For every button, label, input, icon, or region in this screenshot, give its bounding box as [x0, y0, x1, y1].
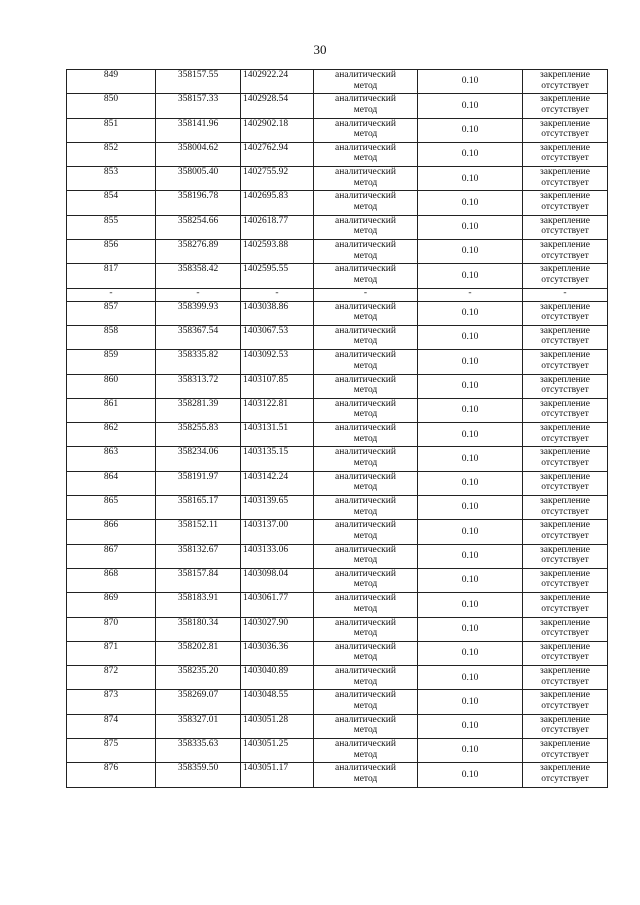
- fixation-description: закрепление отсутствует: [523, 471, 608, 495]
- point-number: 859: [67, 350, 156, 374]
- coordinate-y: 1402762.94: [241, 142, 314, 166]
- coordinate-x: 358327.01: [156, 714, 241, 738]
- coordinate-x: 358005.40: [156, 167, 241, 191]
- coordinate-y: 1403139.65: [241, 496, 314, 520]
- table-row: [67, 264, 608, 288]
- precision-value: 0.10: [418, 690, 523, 714]
- table-row: [67, 94, 608, 118]
- coordinate-x: 358202.81: [156, 641, 241, 665]
- coordinate-y: 1403142.24: [241, 471, 314, 495]
- precision-value: 0.10: [418, 264, 523, 288]
- point-number: 869: [67, 593, 156, 617]
- table-row: [67, 617, 608, 641]
- point-number: 871: [67, 641, 156, 665]
- precision-value: 0.10: [418, 617, 523, 641]
- coordinate-y: 1403040.89: [241, 666, 314, 690]
- coordinate-x: 358367.54: [156, 325, 241, 349]
- table-row: [67, 423, 608, 447]
- coordinate-y: 1402755.92: [241, 167, 314, 191]
- table-row: [67, 350, 608, 374]
- coordinate-y: 1403107.85: [241, 374, 314, 398]
- coordinate-x: 358235.20: [156, 666, 241, 690]
- table-row: [67, 641, 608, 665]
- coordinate-y: 1402695.83: [241, 191, 314, 215]
- coordinate-x: 358141.96: [156, 118, 241, 142]
- coordinate-x: 358269.07: [156, 690, 241, 714]
- determination-method: аналитический метод: [314, 471, 418, 495]
- point-number: 863: [67, 447, 156, 471]
- coordinate-y: 1402593.88: [241, 240, 314, 264]
- fixation-description: закрепление отсутствует: [523, 118, 608, 142]
- fixation-description: закрепление отсутствует: [523, 593, 608, 617]
- table-row: [67, 301, 608, 325]
- coordinate-y: 1402902.18: [241, 118, 314, 142]
- fixation-description: закрепление отсутствует: [523, 568, 608, 592]
- separator-cell: -: [314, 288, 418, 301]
- coordinate-y: 1403067.53: [241, 325, 314, 349]
- coordinate-x: 358254.66: [156, 215, 241, 239]
- precision-value: 0.10: [418, 374, 523, 398]
- determination-method: аналитический метод: [314, 398, 418, 422]
- precision-value: 0.10: [418, 520, 523, 544]
- precision-value: 0.10: [418, 471, 523, 495]
- fixation-description: закрепление отсутствует: [523, 215, 608, 239]
- point-number: 866: [67, 520, 156, 544]
- coordinate-y: 1403036.36: [241, 641, 314, 665]
- precision-value: 0.10: [418, 398, 523, 422]
- coordinate-x: 358180.34: [156, 617, 241, 641]
- table-row: [67, 118, 608, 142]
- coordinate-y: 1403027.90: [241, 617, 314, 641]
- determination-method: аналитический метод: [314, 301, 418, 325]
- coordinate-y: 1403137.00: [241, 520, 314, 544]
- coordinate-y: 1403051.25: [241, 739, 314, 763]
- coordinate-y: 1403038.86: [241, 301, 314, 325]
- precision-value: 0.10: [418, 240, 523, 264]
- coordinate-y: 1402595.55: [241, 264, 314, 288]
- precision-value: 0.10: [418, 763, 523, 787]
- table-row: [67, 544, 608, 568]
- determination-method: аналитический метод: [314, 496, 418, 520]
- fixation-description: закрепление отсутствует: [523, 617, 608, 641]
- precision-value: 0.10: [418, 325, 523, 349]
- coordinate-y: 1403048.55: [241, 690, 314, 714]
- determination-method: аналитический метод: [314, 94, 418, 118]
- page-number: 30: [313, 42, 327, 57]
- point-number: 872: [67, 666, 156, 690]
- fixation-description: закрепление отсутствует: [523, 301, 608, 325]
- determination-method: аналитический метод: [314, 70, 418, 94]
- determination-method: аналитический метод: [314, 325, 418, 349]
- fixation-description: закрепление отсутствует: [523, 520, 608, 544]
- fixation-description: закрепление отсутствует: [523, 690, 608, 714]
- coordinate-x: 358157.84: [156, 568, 241, 592]
- fixation-description: закрепление отсутствует: [523, 325, 608, 349]
- determination-method: аналитический метод: [314, 520, 418, 544]
- coordinate-y: 1403061.77: [241, 593, 314, 617]
- separator-cell: -: [67, 288, 156, 301]
- fixation-description: закрепление отсутствует: [523, 739, 608, 763]
- table-row: [67, 690, 608, 714]
- coordinate-y: 1403135.15: [241, 447, 314, 471]
- fixation-description: закрепление отсутствует: [523, 496, 608, 520]
- point-number: 864: [67, 471, 156, 495]
- point-number: 851: [67, 118, 156, 142]
- precision-value: 0.10: [418, 301, 523, 325]
- fixation-description: закрепление отсутствует: [523, 447, 608, 471]
- coordinate-x: 358004.62: [156, 142, 241, 166]
- coordinate-x: 358255.83: [156, 423, 241, 447]
- precision-value: 0.10: [418, 496, 523, 520]
- coordinate-x: 358281.39: [156, 398, 241, 422]
- coordinate-x: 358165.17: [156, 496, 241, 520]
- point-number: 870: [67, 617, 156, 641]
- determination-method: аналитический метод: [314, 118, 418, 142]
- determination-method: аналитический метод: [314, 191, 418, 215]
- coordinate-y: 1402928.54: [241, 94, 314, 118]
- coordinates-table: [66, 69, 608, 788]
- coordinate-x: 358196.78: [156, 191, 241, 215]
- precision-value: 0.10: [418, 593, 523, 617]
- table-row: [67, 447, 608, 471]
- determination-method: аналитический метод: [314, 763, 418, 787]
- determination-method: аналитический метод: [314, 617, 418, 641]
- point-number: 875: [67, 739, 156, 763]
- separator-row: [67, 288, 608, 301]
- table-row: [67, 520, 608, 544]
- point-number: 867: [67, 544, 156, 568]
- precision-value: 0.10: [418, 118, 523, 142]
- table-row: [67, 191, 608, 215]
- coordinate-y: 1402618.77: [241, 215, 314, 239]
- coordinate-y: 1403092.53: [241, 350, 314, 374]
- determination-method: аналитический метод: [314, 568, 418, 592]
- separator-cell: -: [156, 288, 241, 301]
- coordinate-y: 1403098.04: [241, 568, 314, 592]
- separator-cell: -: [418, 288, 523, 301]
- precision-value: 0.10: [418, 447, 523, 471]
- table-row: [67, 471, 608, 495]
- fixation-description: закрепление отсутствует: [523, 714, 608, 738]
- coordinate-x: 358335.82: [156, 350, 241, 374]
- coordinate-x: 358234.06: [156, 447, 241, 471]
- fixation-description: закрепление отсутствует: [523, 191, 608, 215]
- determination-method: аналитический метод: [314, 447, 418, 471]
- table-row: [67, 568, 608, 592]
- table-row: [67, 593, 608, 617]
- coordinate-x: 358152.11: [156, 520, 241, 544]
- determination-method: аналитический метод: [314, 350, 418, 374]
- point-number: 861: [67, 398, 156, 422]
- table-row: [67, 374, 608, 398]
- precision-value: 0.10: [418, 215, 523, 239]
- coordinate-x: 358132.67: [156, 544, 241, 568]
- precision-value: 0.10: [418, 167, 523, 191]
- point-number: 858: [67, 325, 156, 349]
- point-number: 860: [67, 374, 156, 398]
- fixation-description: закрепление отсутствует: [523, 70, 608, 94]
- determination-method: аналитический метод: [314, 666, 418, 690]
- point-number: 852: [67, 142, 156, 166]
- fixation-description: закрепление отсутствует: [523, 374, 608, 398]
- determination-method: аналитический метод: [314, 374, 418, 398]
- table-row: [67, 167, 608, 191]
- coordinate-x: 358335.63: [156, 739, 241, 763]
- table-row: [67, 763, 608, 787]
- fixation-description: закрепление отсутствует: [523, 167, 608, 191]
- determination-method: аналитический метод: [314, 739, 418, 763]
- precision-value: 0.10: [418, 191, 523, 215]
- table-row: [67, 215, 608, 239]
- table-row: [67, 714, 608, 738]
- precision-value: 0.10: [418, 142, 523, 166]
- table-row: [67, 240, 608, 264]
- determination-method: аналитический метод: [314, 641, 418, 665]
- fixation-description: закрепление отсутствует: [523, 240, 608, 264]
- fixation-description: закрепление отсутствует: [523, 763, 608, 787]
- fixation-description: закрепление отсутствует: [523, 94, 608, 118]
- point-number: 865: [67, 496, 156, 520]
- coordinate-x: 358359.50: [156, 763, 241, 787]
- point-number: 817: [67, 264, 156, 288]
- table-row: [67, 398, 608, 422]
- precision-value: 0.10: [418, 568, 523, 592]
- determination-method: аналитический метод: [314, 423, 418, 447]
- coordinate-y: 1403131.51: [241, 423, 314, 447]
- point-number: 857: [67, 301, 156, 325]
- coordinate-x: 358191.97: [156, 471, 241, 495]
- fixation-description: закрепление отсутствует: [523, 350, 608, 374]
- fixation-description: закрепление отсутствует: [523, 423, 608, 447]
- separator-cell: -: [523, 288, 608, 301]
- fixation-description: закрепление отсутствует: [523, 142, 608, 166]
- point-number: 873: [67, 690, 156, 714]
- determination-method: аналитический метод: [314, 690, 418, 714]
- determination-method: аналитический метод: [314, 544, 418, 568]
- precision-value: 0.10: [418, 714, 523, 738]
- fixation-description: закрепление отсутствует: [523, 666, 608, 690]
- table-row: [67, 666, 608, 690]
- point-number: 874: [67, 714, 156, 738]
- table-row: [67, 325, 608, 349]
- fixation-description: закрепление отсутствует: [523, 641, 608, 665]
- precision-value: 0.10: [418, 423, 523, 447]
- precision-value: 0.10: [418, 641, 523, 665]
- coordinate-x: 358358.42: [156, 264, 241, 288]
- point-number: 862: [67, 423, 156, 447]
- point-number: 876: [67, 763, 156, 787]
- point-number: 855: [67, 215, 156, 239]
- table-row: [67, 142, 608, 166]
- determination-method: аналитический метод: [314, 714, 418, 738]
- determination-method: аналитический метод: [314, 593, 418, 617]
- coordinate-y: 1403051.17: [241, 763, 314, 787]
- coordinate-x: 358157.33: [156, 94, 241, 118]
- coordinate-x: 358399.93: [156, 301, 241, 325]
- point-number: 854: [67, 191, 156, 215]
- determination-method: аналитический метод: [314, 264, 418, 288]
- fixation-description: закрепление отсутствует: [523, 398, 608, 422]
- determination-method: аналитический метод: [314, 215, 418, 239]
- coordinate-x: 358157.55: [156, 70, 241, 94]
- coordinate-y: 1403133.06: [241, 544, 314, 568]
- precision-value: 0.10: [418, 94, 523, 118]
- table-row: [67, 496, 608, 520]
- precision-value: 0.10: [418, 739, 523, 763]
- determination-method: аналитический метод: [314, 142, 418, 166]
- coordinate-y: 1403051.28: [241, 714, 314, 738]
- precision-value: 0.10: [418, 666, 523, 690]
- table-row: [67, 70, 608, 94]
- coordinate-y: 1403122.81: [241, 398, 314, 422]
- determination-method: аналитический метод: [314, 240, 418, 264]
- coordinate-x: 358313.72: [156, 374, 241, 398]
- precision-value: 0.10: [418, 544, 523, 568]
- point-number: 853: [67, 167, 156, 191]
- determination-method: аналитический метод: [314, 167, 418, 191]
- point-number: 856: [67, 240, 156, 264]
- point-number: 868: [67, 568, 156, 592]
- precision-value: 0.10: [418, 70, 523, 94]
- fixation-description: закрепление отсутствует: [523, 544, 608, 568]
- coordinate-x: 358183.91: [156, 593, 241, 617]
- coordinate-y: 1402922.24: [241, 70, 314, 94]
- table-body: [67, 70, 608, 788]
- coordinate-x: 358276.89: [156, 240, 241, 264]
- precision-value: 0.10: [418, 350, 523, 374]
- table-row: [67, 739, 608, 763]
- point-number: 849: [67, 70, 156, 94]
- separator-cell: -: [241, 288, 314, 301]
- point-number: 850: [67, 94, 156, 118]
- fixation-description: закрепление отсутствует: [523, 264, 608, 288]
